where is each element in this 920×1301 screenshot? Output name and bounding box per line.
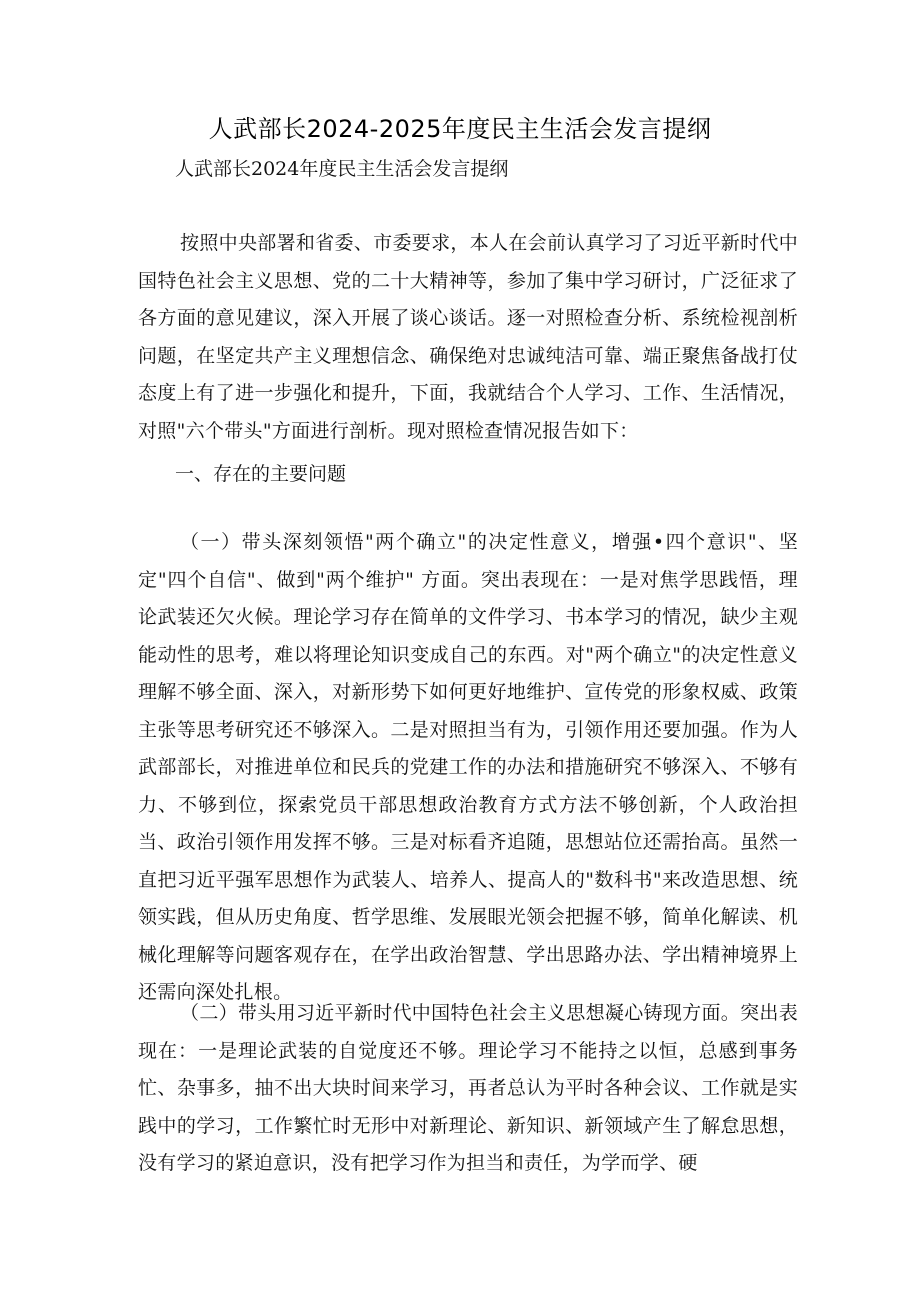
section-heading: 一、存在的主要问题 <box>175 463 347 485</box>
document-subtitle: 人武部长2024年度民主生活会发言提纲 <box>175 158 509 180</box>
paragraph-one: （一）带头深刻领悟"两个确立"的决定性意义，增强•四个意识"、坚定"四个自信"、做到"两个维护" 方面。突出表现在：一是对焦学思践悟，理论武装还欠火候。理论学习存在简单的文件学习、书本学习的情况，缺少主观能动性的思考，难以将理论知识变成自己的东西。对"两个确立"的决定性意义理解不够全面、深入，对新形势下如何更好地维护、宣传党的形象权威、政策主张等思考研究还不够深入。二是对照担当有为，引领作用还要加强。作为人武部部长，对推进单位和民兵的党建工作的办法和措施研究不够深入、不够有力、不够到位，探索党员干部思想政治教育方式方法不够创新，个人政治担当、政治引领作用发挥不够。三是对标看齐追随，思想站位还需抬高。虽然一直把习近平强军思想作为武装人、培养人、提高人的"数科书"来改造思想、统领实践，但从历史角度、哲学思维、发展眼光领会把握不够，简单化解读、机械化理解等问题客观存在，在学出政治智慧、学出思路办法、学出精神境界上还需向深处扎根。 <box>138 531 798 1003</box>
intro-paragraph: 按照中央部署和省委、市委要求，本人在会前认真学习了习近平新时代中国特色社会主义思想、党的二十大精神等，参加了集中学习研讨，广泛征求了各方面的意见建议，深入开展了谈心谈话。逐一对照检查分析、系统检视剖析问题，在坚定共产主义理想信念、确保绝对忠诚纯洁可靠、端正聚焦备战打仗态度上有了进一步强化和提升，下面，我就结合个人学习、工作、生活情况，对照"六个带头"方面进行剖析。现对照检查情况报告如下： <box>138 232 798 442</box>
paragraph-two: （二）带头用习近平新时代中国特色社会主义思想凝心铸现方面。突出表现在：一是理论武装的自觉度还不够。理论学习不能持之以恒，总感到事务忙、杂事多，抽不出大块时间来学习，再者总认为平时各种会议、工作就是实践中的学习，工作繁忙时无形中对新理论、新知识、新领域产生了解怠思想，没有学习的紧迫意识，没有把学习作为担当和责任，为学而学、硬 <box>138 1002 798 1174</box>
document-title: 人武部长2024-2025年度民主生活会发言提纲 <box>208 115 712 143</box>
